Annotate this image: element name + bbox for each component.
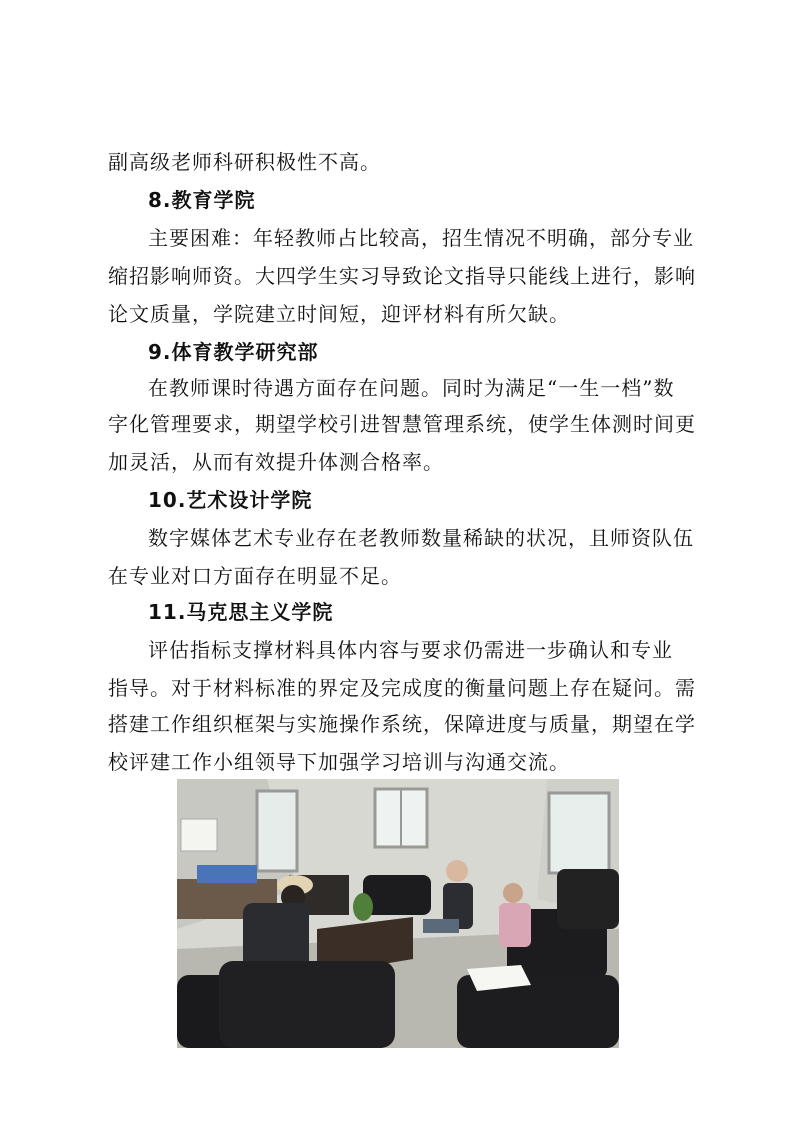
paragraph-line: 搭建工作组织框架与实施操作系统，保障进度与质量，期望在学 xyxy=(108,712,696,736)
paragraph-line: 论文质量，学院建立时间短，迎评材料有所欠缺。 xyxy=(108,302,570,326)
paragraph-line: 在专业对口方面存在明显不足。 xyxy=(108,564,402,588)
paragraph-line: 指导。对于材料标准的界定及完成度的衡量问题上存在疑问。需 xyxy=(108,676,696,700)
meeting-photo xyxy=(177,779,619,1048)
paragraph-line: 校评建工作小组领导下加强学习培训与沟通交流。 xyxy=(108,750,570,774)
paragraph-line: 在教师课时待遇方面存在问题。同时为满足“一生一档”数 xyxy=(148,376,675,400)
section-heading-education: 8.教育学院 xyxy=(148,188,256,212)
paragraph-line: 评估指标支撑材料具体内容与要求仍需进一步确认和专业 xyxy=(148,638,673,662)
paragraph-line: 缩招影响师资。大四学生实习导致论文指导只能线上进行，影响 xyxy=(108,264,696,288)
paragraph-line: 数字媒体艺术专业存在老教师数量稀缺的状况，且师资队伍 xyxy=(148,526,694,550)
paragraph-line: 字化管理要求，期望学校引进智慧管理系统，使学生体测时间更 xyxy=(108,412,696,436)
section-heading-art-design: 10.艺术设计学院 xyxy=(148,488,313,512)
section-heading-marxism: 11.马克思主义学院 xyxy=(148,600,334,624)
paragraph-line: 加灵活，从而有效提升体测合格率。 xyxy=(108,450,444,474)
paragraph-line: 主要困难：年轻教师占比较高，招生情况不明确，部分专业 xyxy=(148,226,694,250)
paragraph-line: 副高级老师科研积极性不高。 xyxy=(108,150,381,174)
section-heading-sports: 9.体育教学研究部 xyxy=(148,340,319,364)
